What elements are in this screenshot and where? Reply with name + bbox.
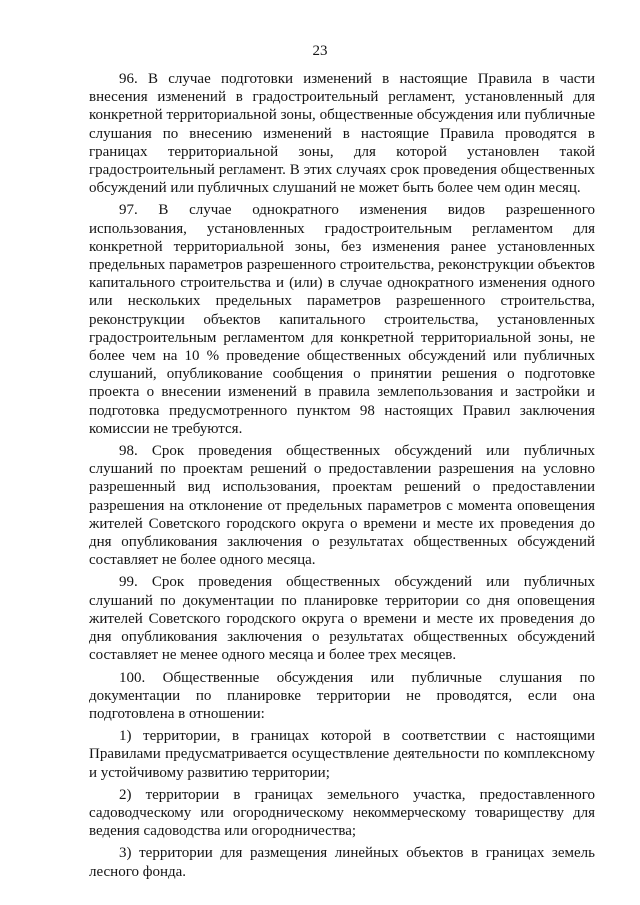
list-item-1: 1) территории, в границах которой в соответствии с настоящими Правилами предусматривается осуществление деятельности по комплексному и устойчивому развитию территории; [89,728,595,781]
paragraph-96: 96. В случае подготовки изменений в настоящие Правила в части внесения изменений в градостроительный регламент, установленный для конкретной территориальной зоны, общественные обсуждения или публичные слушания по внесению изменений в настоящие Правила проводятся в границах территориальной зоны, для которой установлен такой градостроительный регламент. В этих случаях срок проведения общественных обсуждений или публичных слушаний не может быть более чем один месяц. [89,71,595,197]
paragraph-99: 99. Срок проведения общественных обсуждений или публичных слушаний по документации по планировке территории со дня оповещения жителей Советского городского округа о времени и месте их проведения до дня опубликования заключения о результатах общественных обсуждений составляет не менее одного месяца и более трех месяцев. [89,574,595,664]
paragraph-97: 97. В случае однократного изменения видов разрешенного использования, установленных градостроительным регламентом для конкретной территориальной зоны, без изменения ранее установленных предельных параметров разрешенного строительства, реконструкции объектов капитального строительства и (или) в случае однократного изменения одного или нескольких предельных параметров разрешенного строительства, реконструкции объектов капитального строительства, установленных градостроительным регламентом для конкретной территориальной зоны, не более чем на 10 % проведение общественных обсуждений или публичных слушаний, опубликование сообщения о принятии решения о подготовке проекта о внесении изменений в правила землепользования и застройки и подготовка предусмотренного пунктом 98 настоящих Правил заключения комиссии не требуются. [89,202,595,437]
list-item-2: 2) территории в границах земельного участка, предоставленного садоводческому или огородническому некоммерческому товариществу для ведения садоводства или огородничества; [89,786,595,840]
paragraph-100: 100. Общественные обсуждения или публичные слушания по документации по планировке территории не проводятся, если она подготовлена в отношении: [89,669,595,722]
paragraph-98: 98. Срок проведения общественных обсуждений или публичных слушаний по проектам решений о предоставлении разрешения на условно разрешенный вид использования, проектам решений о предоставлении разрешения на отклонение от предельных параметров с момента оповещения жителей Советского городского округа о времени и месте их проведения до дня опубликования заключения о результатах общественных обсуждений составляет не более одного месяца. [89,443,595,569]
page-number: 23 [312,43,328,59]
list-item-3: 3) территории для размещения линейных объектов в границах земель лесного фонда. [89,845,595,880]
document-body [89,70,595,885]
